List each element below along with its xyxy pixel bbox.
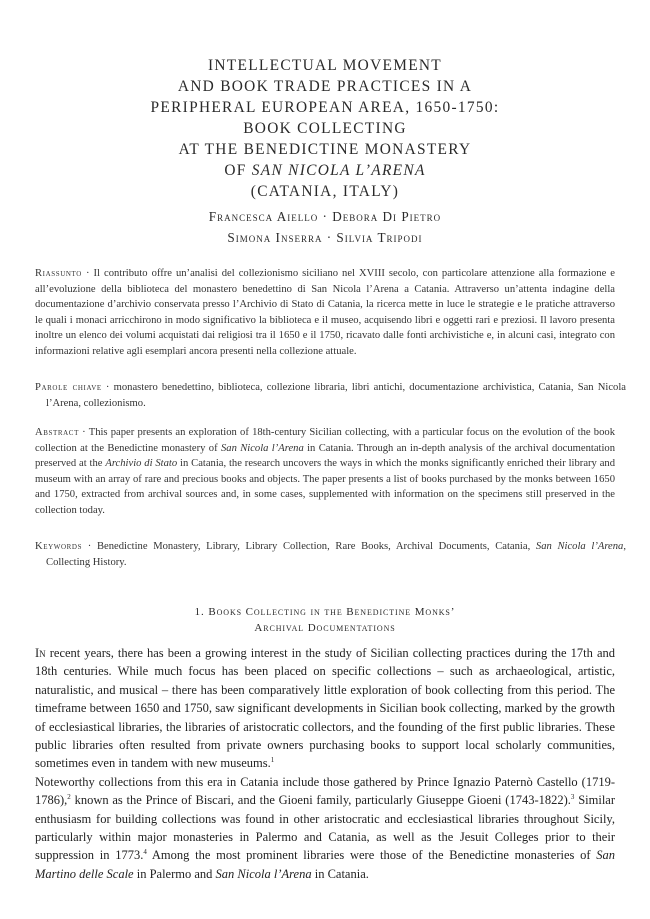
riassunto — [35, 266, 615, 359]
title-line: AND BOOK TRADE PRACTICES IN A — [177, 78, 473, 95]
paragraph-text: Among the most prominent libraries were those of the Benedictine monasteries of — [146, 848, 597, 863]
paragraph — [35, 773, 615, 883]
parole-chiave-label: Parole chiave — [35, 382, 102, 393]
article-title — [0, 55, 650, 202]
title-text: OF — [224, 162, 252, 179]
separator: · — [81, 268, 94, 279]
authors — [0, 206, 650, 248]
abstract-text: in Catania, the research uncovers the ways in which the monks significantly enriched their library and museum with an array of rare and precious books and objects. The paper presents a list of books purchased by the monks between 1650 and 1750, extracted from archival sources and, in some cases, supplemented with information on the specimens still preserved in the collection today. — [35, 458, 616, 516]
keywords-label: Keywords — [35, 541, 83, 552]
title-line: INTELLECTUAL MOVEMENT — [207, 57, 443, 74]
abstract — [35, 425, 615, 518]
abstract-text: in Catania. Through an in-depth analysis of the archival documentation preserved at the — [35, 442, 616, 469]
riassunto-label: Riassunto — [35, 268, 82, 279]
title-line: AT THE BENEDICTINE MONASTERY — [178, 141, 472, 158]
authors-line: Francesca Aiello · Debora Di Pietro — [208, 209, 442, 224]
paragraph-italic: San Martino delle Scale — [35, 848, 615, 881]
paragraph-text: Similar enthusiasm for building collections was found in other aristocratic and ecclesiastical libraries throughout Sicily, particularly within major monasteries in Palermo and Catania, as well as the Jesuit Colleges prior to their suppression in 1773. — [35, 793, 615, 863]
abstract-italic: Archivio di Stato — [105, 458, 178, 469]
parole-chiave-text: monastero benedettino, biblioteca, collezione libraria, libri antichi, documentazione archivistica, Catania, San Nicola l’Arena, collezionismo. — [46, 382, 626, 409]
abstract-label: Abstract — [35, 427, 79, 438]
keywords — [35, 539, 626, 570]
section-heading-line: 1. Books Collecting in the Benedictine Monks’ — [194, 606, 456, 618]
paragraph-text: known as the Prince of Biscari, and the Gioeni family, particularly Giuseppe Gioeni (1743-1822). — [70, 793, 571, 808]
keywords-italic: San Nicola l’Arena — [535, 541, 624, 552]
title-line — [0, 160, 650, 181]
paragraph-text: in Catania. — [311, 866, 369, 881]
footnote-marker[interactable]: 1 — [270, 756, 275, 765]
parole-chiave — [35, 380, 626, 411]
paragraph-text: in Palermo and — [133, 866, 216, 881]
footnote-marker[interactable]: 2 — [67, 793, 71, 802]
abstract-text: This paper presents an exploration of 18th-century Sicilian collecting, with a particular focus on the evolution of the book collection at the Benedictine monastery of — [35, 427, 615, 454]
authors-line: Simona Inserra · Silvia Tripodi — [227, 230, 423, 245]
keywords-text: Benedictine Monastery, Library, Library Collection, Rare Books, Archival Documents, Catania, — [96, 541, 536, 552]
footnote-marker[interactable]: 3 — [570, 793, 575, 802]
paragraph-italic: San Nicola l’Arena — [215, 866, 312, 881]
riassunto-text: Il contributo offre un’analisi del collezionismo siciliano nel XVIII secolo, con particolare attenzione alla formazione e all’evoluzione della biblioteca del monastero benedettino di San Nicola l’Arena a Catania. Attraverso un’attenta indagine della documentazione d’archivio conservata presso l’Archivio di Stato di Catania, la ricerca mette in luce le strategie e le pratiche attraverso le quali i monaci arricchirono in modo significativo la biblioteca e il museo, acquisendo libri e oggetti rari e preziosi. Il lavoro presenta inoltre un elenco dei volumi acquistati dai religiosi tra il 1650 e il 1750, ricavato dalle fonti archivistiche e, in alcuni casi, integrato con informazioni relative agli esemplari ancora presenti nella collezione attuale. — [35, 268, 616, 357]
body-text — [35, 644, 615, 883]
title-line: BOOK COLLECTING — [243, 120, 407, 137]
keywords-text: , Collecting History. — [46, 541, 626, 568]
title-line: PERIPHERAL EUROPEAN AREA, 1650-1750: — [150, 99, 500, 116]
paragraph-text: recent years, there has been a growing interest in the study of Sicilian collecting practices during the 17th and 18th centuries. While much focus has been placed on specific collections – such as archaeological, artistic, naturalistic, and musical – there has been comparatively little exploration of book collecting from this period. The timeframe between 1650 and 1750, saw significant developments in Sicilian book collecting, marked by the growth of ecclesiastical libraries, the libraries of aristocratic collectors, and the founding of the first public libraries. These public libraries often resulted from private owners purchasing books to support local scholarly communities, sometimes even in tandem with new museums. — [35, 646, 615, 771]
separator: · — [82, 541, 97, 552]
section-heading — [0, 604, 650, 636]
paragraph — [35, 644, 615, 773]
separator: · — [78, 427, 89, 438]
abstract-italic: San Nicola l’Arena — [220, 442, 304, 454]
section-heading-line: Archival Documentations — [254, 622, 396, 634]
title-italic: SAN NICOLA L’ARENA — [251, 162, 426, 179]
title-line: (CATANIA, ITALY) — [250, 183, 400, 200]
separator: · — [101, 382, 114, 393]
footnote-marker[interactable]: 4 — [143, 848, 147, 857]
lead-word: In — [35, 646, 46, 660]
paragraph-text: Noteworthy collections from this era in Catania include those gathered by Prince Ignazio Paternò Castello (1719-1786), — [35, 774, 615, 808]
